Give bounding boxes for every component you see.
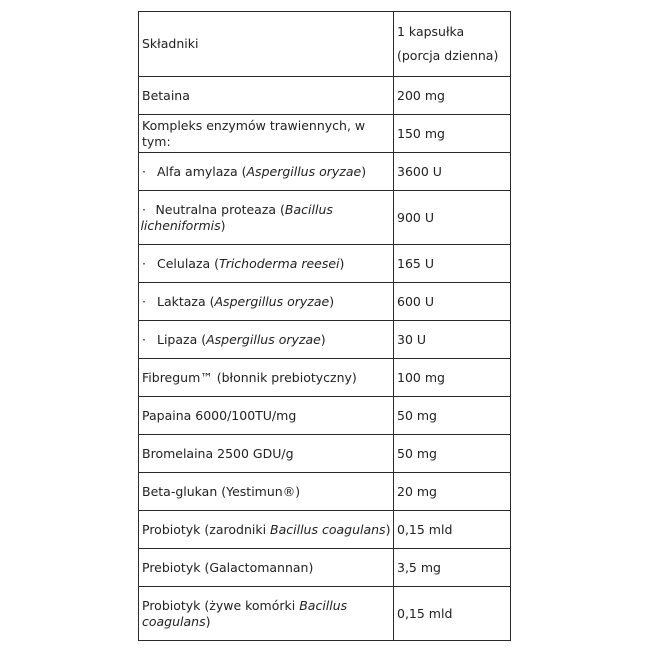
- ingredient-amount-cell: [394, 77, 511, 115]
- ingredient-amount-cell: [394, 191, 511, 245]
- table-header-row: [139, 12, 511, 77]
- ingredients-header-label: Składniki: [142, 36, 199, 51]
- ingredient-amount-cell: [394, 283, 511, 321]
- ingredient-name: Lipaza (: [157, 331, 207, 347]
- ingredient-latin-name: Trichoderma reesei: [219, 255, 340, 271]
- ingredient-name-cell: [139, 587, 394, 641]
- ingredient-amount: 3,5 mg: [397, 559, 441, 575]
- table-row: [139, 245, 511, 283]
- table-row: [139, 549, 511, 587]
- ingredient-latin-name: Bacillus coagulans: [270, 521, 386, 537]
- ingredient-name-cell: [139, 435, 394, 473]
- ingredient-name-cell: [139, 283, 394, 321]
- ingredient-amount: 0,15 mld: [397, 605, 453, 621]
- ingredient-latin-name: Bacillus licheniformis: [140, 201, 333, 233]
- ingredient-latin-name: Aspergillus oryzae: [246, 163, 362, 179]
- ingredient-amount: 0,15 mld: [397, 521, 453, 537]
- ingredient-name-cell: [139, 115, 394, 153]
- table-row: [139, 191, 511, 245]
- ingredient-amount: 150 mg: [397, 125, 445, 141]
- ingredient-amount-cell: [394, 359, 511, 397]
- ingredient-amount: 100 mg: [397, 369, 445, 385]
- ingredient-name: Probiotyk (zarodniki: [142, 521, 271, 537]
- table-row: [139, 283, 511, 321]
- table-row: [139, 153, 511, 191]
- ingredient-amount-cell: [394, 321, 511, 359]
- ingredients-header-cell: [139, 12, 394, 77]
- ingredients-table: [138, 11, 511, 641]
- ingredient-amount: 30 U: [397, 331, 427, 347]
- ingredient-latin-name: Aspergillus oryzae: [214, 293, 330, 309]
- ingredient-amount: 50 mg: [397, 407, 437, 423]
- bullet-marker: ·: [142, 201, 146, 217]
- ingredient-amount-cell: [394, 549, 511, 587]
- bullet-marker: ·: [142, 163, 146, 179]
- bullet-marker: ·: [142, 255, 146, 271]
- ingredient-amount-cell: [394, 587, 511, 641]
- ingredient-name: Prebiotyk (Galactomannan): [142, 559, 314, 575]
- ingredient-name-suffix: ): [220, 217, 226, 233]
- ingredient-amount: 200 mg: [397, 87, 445, 103]
- ingredient-name-suffix: ): [320, 331, 326, 347]
- table-row: [139, 321, 511, 359]
- ingredient-name-cell: [139, 321, 394, 359]
- ingredient-amount: 20 mg: [397, 483, 437, 499]
- table-row: [139, 77, 511, 115]
- ingredient-name-cell: [139, 153, 394, 191]
- table-row: [139, 511, 511, 549]
- table-row: [139, 473, 511, 511]
- ingredient-name: Probiotyk (żywe komórki: [142, 597, 300, 613]
- ingredient-amount-cell: [394, 435, 511, 473]
- ingredient-amount: 50 mg: [397, 445, 437, 461]
- table-row: [139, 587, 511, 641]
- ingredient-name: Betaina: [142, 87, 190, 103]
- ingredient-name-suffix: ): [205, 613, 211, 629]
- ingredient-name: Fibregum™ (błonnik prebiotyczny): [142, 369, 357, 385]
- ingredient-amount-cell: [394, 245, 511, 283]
- ingredient-name: Celulaza (: [157, 255, 220, 271]
- ingredient-name-cell: [139, 473, 394, 511]
- ingredient-latin-name: Bacillus coagulans: [142, 597, 348, 629]
- ingredient-name-suffix: ): [361, 163, 367, 179]
- ingredient-name-cell: [139, 549, 394, 587]
- ingredient-name-cell: [139, 397, 394, 435]
- ingredient-name-cell: [139, 245, 394, 283]
- ingredient-name-cell: [139, 191, 394, 245]
- ingredient-amount-cell: [394, 115, 511, 153]
- ingredient-name: Laktaza (: [157, 293, 215, 309]
- ingredient-amount: 900 U: [397, 209, 434, 225]
- table-row: [139, 359, 511, 397]
- ingredient-name-suffix: ): [339, 255, 345, 271]
- ingredient-name-cell: [139, 359, 394, 397]
- ingredient-name: Kompleks enzymów trawiennych, w tym:: [142, 117, 366, 149]
- table-row: [139, 397, 511, 435]
- ingredient-amount-cell: [394, 397, 511, 435]
- ingredient-amount-cell: [394, 511, 511, 549]
- ingredient-amount: 165 U: [397, 255, 434, 271]
- dose-header-line1: 1 kapsułka: [397, 24, 465, 39]
- dose-header-cell: [394, 12, 511, 77]
- ingredient-name: Bromelaina 2500 GDU/g: [142, 445, 294, 461]
- bullet-marker: ·: [142, 293, 146, 309]
- dose-header-line2: (porcja dzienna): [397, 48, 499, 63]
- table-row: [139, 435, 511, 473]
- ingredient-amount: 600 U: [397, 293, 434, 309]
- ingredient-name-cell: [139, 77, 394, 115]
- ingredient-name-cell: [139, 511, 394, 549]
- bullet-marker: ·: [142, 331, 146, 347]
- ingredient-name: Beta-glukan (Yestimun®): [142, 483, 301, 499]
- ingredient-name-suffix: ): [385, 521, 391, 537]
- ingredient-latin-name: Aspergillus oryzae: [206, 331, 321, 347]
- table-row: [139, 115, 511, 153]
- ingredient-name: Alfa amylaza (: [157, 163, 247, 179]
- ingredient-name: Neutralna proteaza (: [155, 201, 285, 217]
- ingredient-amount: 3600 U: [397, 163, 442, 179]
- ingredient-amount-cell: [394, 473, 511, 511]
- ingredient-name: Papaina 6000/100TU/mg: [142, 407, 297, 423]
- ingredient-name-suffix: ): [329, 293, 335, 309]
- ingredient-amount-cell: [394, 153, 511, 191]
